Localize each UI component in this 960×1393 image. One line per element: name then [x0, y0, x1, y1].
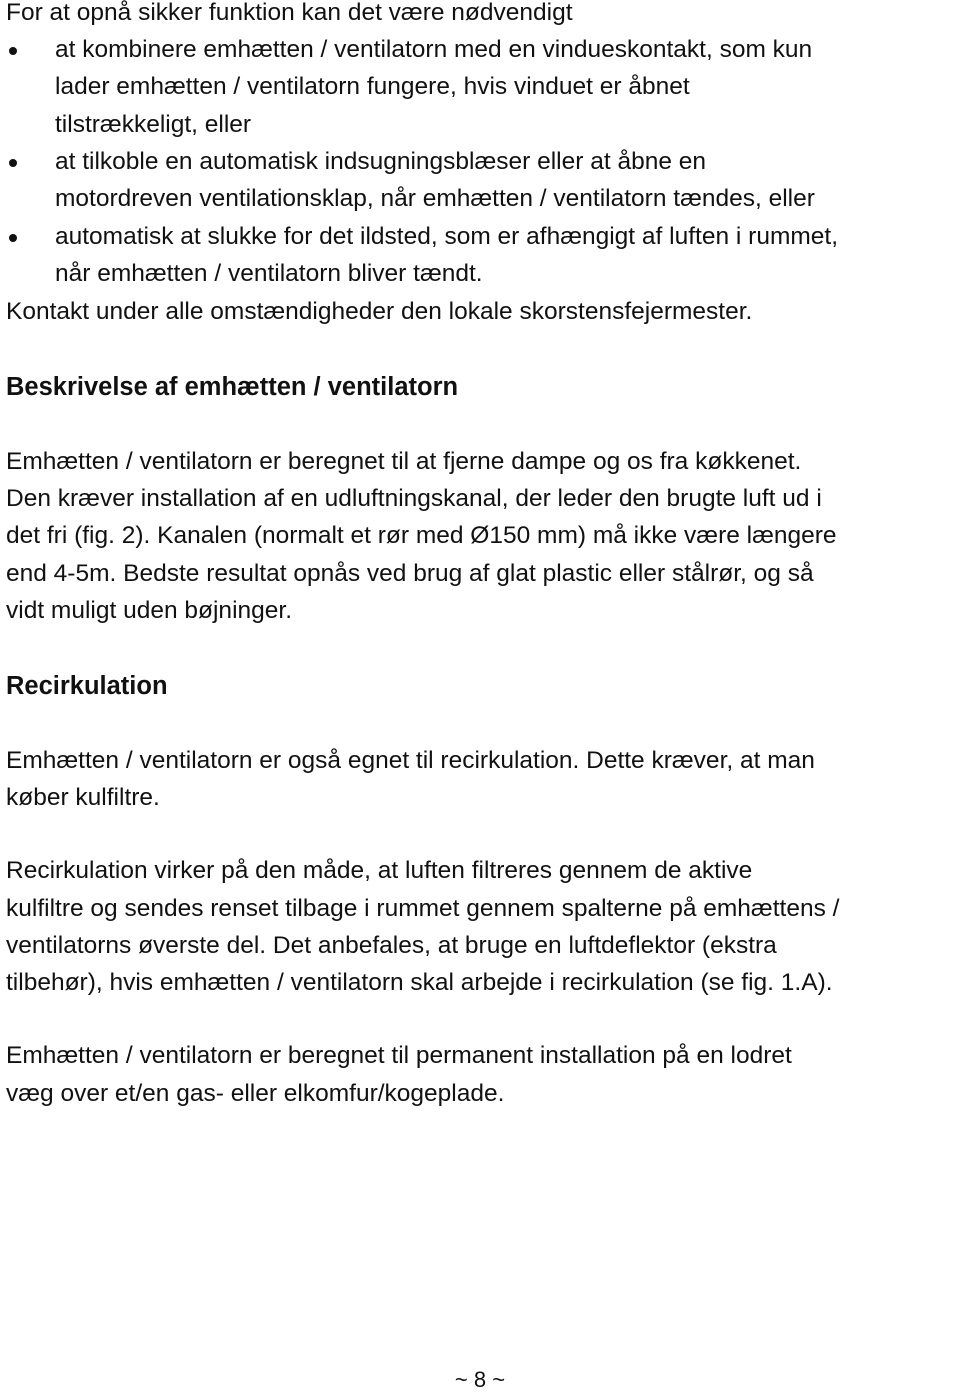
recirculation-p3-line-1: Emhætten / ventilatorn er beregnet til permanent installation på en lodret [6, 1042, 792, 1069]
intro-closing: Kontakt under alle omstændigheder den lokale skorstensfejermester. [6, 298, 753, 325]
bullet-2-line-2: motordreven ventilationsklap, når emhætten / ventilatorn tændes, eller [55, 185, 815, 212]
bullet-icon [9, 234, 17, 242]
bullet-3-line-2: når emhætten / ventilatorn bliver tændt. [55, 260, 483, 287]
bullet-1-line-1: at kombinere emhætten / ventilatorn med en vindueskontakt, som kun [55, 36, 813, 63]
recirculation-p2-line-1: Recirkulation virker på den måde, at luften filtreres gennem de aktive [6, 857, 753, 884]
recirculation-p1-line-2: køber kulfiltre. [6, 784, 160, 811]
bullet-1-line-2: lader emhætten / ventilatorn fungere, hvis vinduet er åbnet [55, 73, 690, 100]
bullet-1-line-3: tilstrækkeligt, eller [55, 111, 252, 138]
bullet-3-line-1: automatisk at slukke for det ildsted, som er afhængigt af luften i rummet, [55, 223, 838, 250]
recirculation-p2-line-3: ventilatorns øverste del. Det anbefales, at bruge en luftdeflektor (ekstra [6, 932, 777, 959]
description-line-3: det fri (fig. 2). Kanalen (normalt et rør med Ø150 mm) må ikke være længere [6, 522, 837, 549]
intro-lead: For at opnå sikker funktion kan det være nødvendigt [6, 0, 573, 26]
recirculation-p1-line-1: Emhætten / ventilatorn er også egnet til recirkulation. Dette kræver, at man [6, 747, 815, 774]
recirculation-p2-line-4: tilbehør), hvis emhætten / ventilatorn skal arbejde i recirkulation (se fig. 1.A). [6, 969, 833, 996]
section-heading-description: Beskrivelse af emhætten / ventilatorn [6, 373, 459, 401]
recirculation-p2-line-2: kulfiltre og sendes renset tilbage i rummet gennem spalterne på emhættens / [6, 895, 840, 922]
page-number: ~ 8 ~ [454, 1367, 506, 1392]
bullet-icon [9, 159, 17, 167]
recirculation-p3-line-2: væg over et/en gas- eller elkomfur/kogeplade. [6, 1080, 505, 1107]
bullet-icon [9, 47, 17, 55]
description-line-5: vidt muligt uden bøjninger. [6, 597, 292, 624]
description-line-1: Emhætten / ventilatorn er beregnet til at fjerne dampe og os fra køkkenet. [6, 448, 802, 475]
description-line-2: Den kræver installation af en udluftningskanal, der leder den brugte luft ud i [6, 485, 822, 512]
bullet-2-line-1: at tilkoble en automatisk indsugningsblæser eller at åbne en [55, 148, 707, 175]
section-heading-recirculation: Recirkulation [6, 672, 168, 700]
description-line-4: end 4-5m. Bedste resultat opnås ved brug af glat plastic eller stålrør, og så [6, 560, 814, 587]
